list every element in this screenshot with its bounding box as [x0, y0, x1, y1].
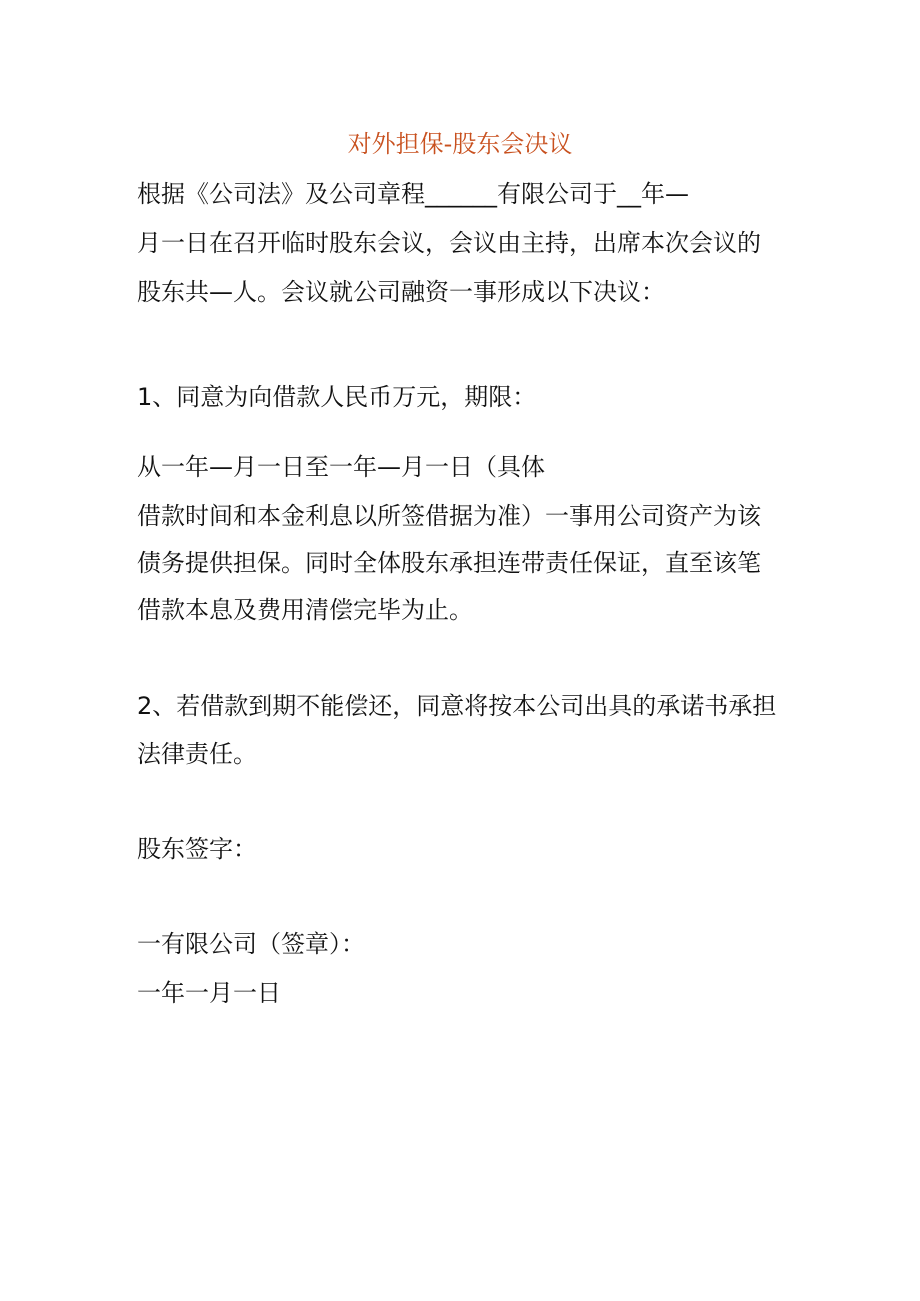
item-1-line-2: 从一年—月一日至一年—月一日（具体: [137, 453, 545, 481]
document-title: 对外担保-股东会决议: [347, 130, 573, 158]
item-1-line-5: 借款本息及费用清偿完毕为止。: [137, 596, 473, 624]
item-2-line-2: 法律责任。: [137, 740, 257, 768]
item-1-line-1: 1、同意为向借款人民币万元，期限：: [137, 383, 537, 411]
item-2-line-1: 2、若借款到期不能偿还，同意将按本公司出具的承诺书承担: [137, 692, 777, 720]
intro-line-3: 股东共—人。会议就公司融资一事形成以下决议：: [137, 278, 665, 306]
intro-line-1: 根据《公司法》及公司章程______有限公司于__年—: [137, 180, 689, 208]
date-line: 一年一月一日: [137, 979, 281, 1007]
shareholder-signature-label: 股东签字：: [137, 835, 257, 863]
item-1-line-4: 债务提供担保。同时全体股东承担连带责任保证，直至该笔: [137, 549, 761, 577]
item-1-line-3: 借款时间和本金利息以所签借据为准）一事用公司资产为该: [137, 502, 761, 530]
company-seal-label: 一有限公司（签章）：: [137, 930, 365, 958]
intro-line-2: 月一日在召开临时股东会议，会议由主持，出席本次会议的: [137, 229, 761, 257]
